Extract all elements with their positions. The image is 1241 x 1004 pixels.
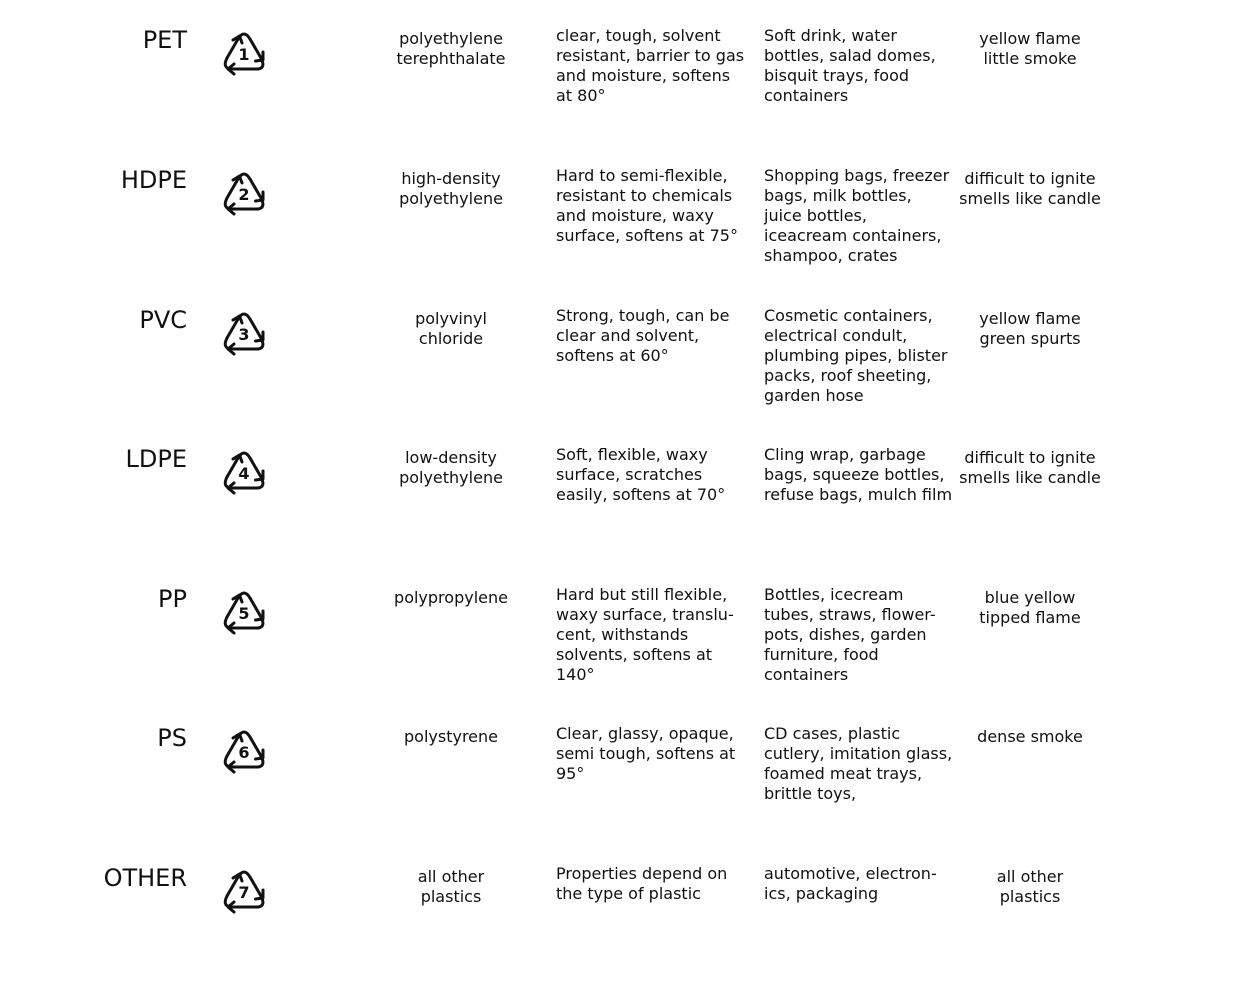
recycling-triangle-icon — [217, 583, 271, 635]
text-line: refuse bags, mulch film — [764, 485, 953, 504]
plastic-full-name — [370, 448, 532, 488]
text-line: brittle toys, — [764, 784, 857, 803]
text-line: yellow flame — [979, 29, 1081, 48]
text-line: terephthalate — [396, 49, 506, 68]
plastic-row — [0, 724, 1241, 864]
plastic-row — [0, 585, 1241, 725]
plastic-burn-test — [948, 588, 1112, 628]
text-line: Shopping bags, freezer — [764, 166, 950, 185]
plastic-properties — [556, 864, 748, 904]
text-line: softens at 60° — [556, 346, 669, 365]
text-line: furniture, food — [764, 645, 879, 664]
plastic-properties — [556, 26, 748, 106]
text-line: and moisture, waxy — [556, 206, 714, 225]
text-line: low-density — [405, 448, 497, 467]
text-line: little smoke — [983, 49, 1077, 68]
text-line: Hard but still flexible, — [556, 585, 728, 604]
text-line: pots, dishes, garden — [764, 625, 927, 644]
recycling-triangle-icon — [217, 862, 271, 914]
plastic-properties — [556, 306, 748, 366]
plastic-abbreviation: OTHER — [103, 864, 187, 892]
plastic-abbreviation: HDPE — [120, 166, 187, 194]
plastic-burn-test — [948, 448, 1112, 488]
plastic-full-name — [370, 588, 532, 608]
resin-code-number: 4 — [238, 464, 250, 483]
text-line: yellow flame — [979, 309, 1081, 328]
plastic-uses — [764, 166, 956, 266]
text-line: CD cases, plastic — [764, 724, 901, 743]
plastic-row — [0, 306, 1241, 446]
recycling-triangle-icon — [217, 722, 271, 774]
resin-code-number: 3 — [238, 325, 250, 344]
plastic-uses — [764, 585, 956, 685]
text-line: polystyrene — [404, 727, 498, 746]
plastic-full-name — [370, 29, 532, 69]
text-line: polyethylene — [399, 468, 503, 487]
resin-code-number: 5 — [238, 604, 250, 623]
text-line: electrical condult, — [764, 326, 908, 345]
plastic-burn-test — [948, 29, 1112, 69]
text-line: surface, softens at 75° — [556, 226, 738, 245]
plastic-properties — [556, 445, 748, 505]
text-line: 95° — [556, 764, 585, 783]
text-line: polypropylene — [394, 588, 508, 607]
recycling-triangle-icon — [217, 304, 271, 356]
text-line: Cling wrap, garbage — [764, 445, 926, 464]
text-line: semi tough, softens at — [556, 744, 736, 763]
text-line: dense smoke — [977, 727, 1083, 746]
plastic-abbreviation: PET — [142, 26, 187, 54]
text-line: at 80° — [556, 86, 606, 105]
resin-code-number: 6 — [238, 743, 250, 762]
plastic-abbreviation: PVC — [139, 306, 187, 334]
resin-code-number: 2 — [238, 185, 250, 204]
plastic-row — [0, 864, 1241, 1004]
plastic-uses — [764, 306, 956, 406]
text-line: plastics — [420, 887, 482, 906]
plastic-full-name — [370, 309, 532, 349]
plastic-burn-test — [948, 169, 1112, 209]
text-line: Properties depend on — [556, 864, 728, 883]
text-line: tubes, straws, flower- — [764, 605, 936, 624]
text-line: containers — [764, 86, 849, 105]
text-line: smells like candle — [959, 468, 1101, 487]
text-line: easily, softens at 70° — [556, 485, 726, 504]
text-line: garden hose — [764, 386, 864, 405]
resin-code-number: 1 — [238, 45, 250, 64]
text-line: solvents, softens at — [556, 645, 713, 664]
plastic-full-name — [370, 169, 532, 209]
text-line: difficult to ignite — [964, 448, 1096, 467]
text-line: Hard to semi-flexible, — [556, 166, 728, 185]
text-line: resistant to chemicals — [556, 186, 733, 205]
text-line: plastics — [999, 887, 1061, 906]
text-line: 140° — [556, 665, 595, 684]
text-line: polyvinyl — [415, 309, 487, 328]
text-line: clear, tough, solvent — [556, 26, 721, 45]
plastic-row — [0, 26, 1241, 166]
text-line: cutlery, imitation glass, — [764, 744, 953, 763]
text-line: resistant, barrier to gas — [556, 46, 745, 65]
text-line: Clear, glassy, opaque, — [556, 724, 734, 743]
text-line: Strong, tough, can be — [556, 306, 730, 325]
text-line: ics, packaging — [764, 884, 879, 903]
plastic-abbreviation: PP — [158, 585, 187, 613]
plastic-properties — [556, 585, 748, 685]
text-line: green spurts — [979, 329, 1081, 348]
text-line: bags, milk bottles, — [764, 186, 912, 205]
text-line: iceacream containers, — [764, 226, 942, 245]
resin-code-number: 7 — [238, 883, 250, 902]
text-line: bottles, salad domes, — [764, 46, 936, 65]
plastic-full-name — [370, 727, 532, 747]
plastic-abbreviation: LDPE — [125, 445, 187, 473]
plastic-burn-test — [948, 309, 1112, 349]
text-line: plumbing pipes, blister — [764, 346, 948, 365]
text-line: Bottles, icecream — [764, 585, 904, 604]
text-line: and moisture, softens — [556, 66, 731, 85]
plastic-abbreviation: PS — [157, 724, 187, 752]
text-line: high-density — [401, 169, 501, 188]
text-line: polyethylene — [399, 29, 503, 48]
text-line: packs, roof sheeting, — [764, 366, 932, 385]
recycling-triangle-icon — [217, 24, 271, 76]
plastic-row — [0, 445, 1241, 585]
text-line: polyethylene — [399, 189, 503, 208]
text-line: surface, scratches — [556, 465, 703, 484]
text-line: Soft drink, water — [764, 26, 897, 45]
plastic-properties — [556, 166, 748, 246]
plastic-row — [0, 166, 1241, 306]
text-line: all other — [417, 867, 485, 886]
text-line: shampoo, crates — [764, 246, 898, 265]
text-line: difficult to ignite — [964, 169, 1096, 188]
text-line: chloride — [418, 329, 484, 348]
text-line: Cosmetic containers, — [764, 306, 933, 325]
plastic-uses — [764, 445, 956, 505]
plastic-uses — [764, 724, 956, 804]
text-line: Soft, flexible, waxy — [556, 445, 708, 464]
recycling-triangle-icon — [217, 443, 271, 495]
text-line: the type of plastic — [556, 884, 701, 903]
text-line: automotive, electron- — [764, 864, 937, 883]
plastic-uses — [764, 864, 956, 904]
plastic-uses — [764, 26, 956, 106]
text-line: smells like candle — [959, 189, 1101, 208]
plastic-full-name — [370, 867, 532, 907]
plastic-burn-test — [948, 727, 1112, 747]
plastic-properties — [556, 724, 748, 784]
text-line: waxy surface, translu- — [556, 605, 734, 624]
text-line: juice bottles, — [764, 206, 867, 225]
text-line: containers — [764, 665, 849, 684]
text-line: blue yellow — [984, 588, 1076, 607]
text-line: tipped flame — [979, 608, 1081, 627]
text-line: bisquit trays, food — [764, 66, 910, 85]
plastic-burn-test — [948, 867, 1112, 907]
text-line: cent, withstands — [556, 625, 689, 644]
text-line: clear and solvent, — [556, 326, 700, 345]
recycling-triangle-icon — [217, 164, 271, 216]
text-line: foamed meat trays, — [764, 764, 923, 783]
text-line: all other — [996, 867, 1064, 886]
text-line: bags, squeeze bottles, — [764, 465, 945, 484]
